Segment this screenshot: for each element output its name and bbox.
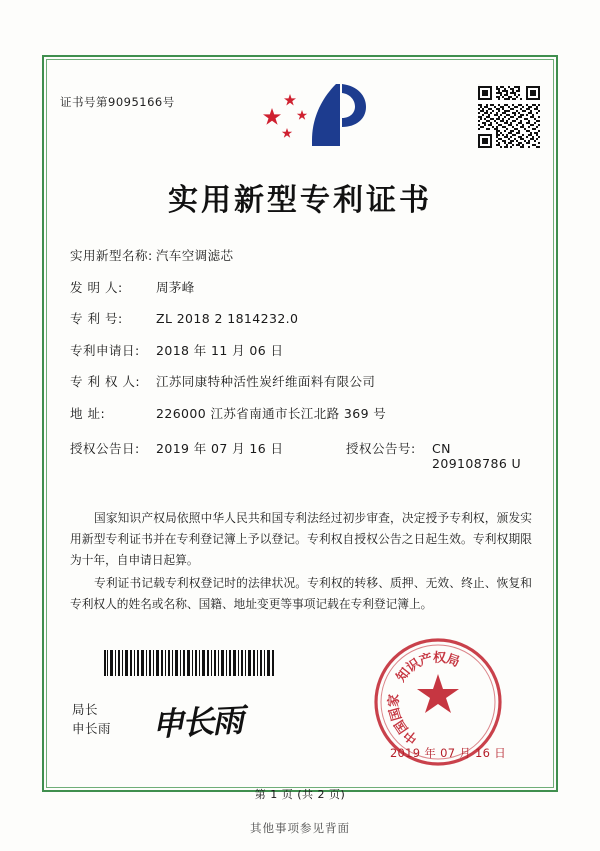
certificate-header (60, 80, 540, 170)
signer-block (72, 700, 111, 738)
field-row (70, 372, 530, 390)
handwritten-signature: 申长雨 (150, 700, 243, 744)
svg-text:权: 权 (432, 650, 447, 667)
field-value-address: 226000 江苏省南通市长江北路 369 号 (156, 405, 387, 421)
field-label-application-date: 专利申请日: (70, 342, 140, 358)
field-label-patent-no: 专 利 号: (70, 311, 123, 326)
field-row (70, 246, 530, 264)
svg-text:家: 家 (386, 693, 403, 708)
svg-text:国: 国 (392, 716, 412, 736)
page-title: 实用新型专利证书 (168, 183, 432, 218)
signer-title: 局长 (72, 702, 99, 717)
patent-fields (70, 246, 530, 484)
cnipa-logo-icon (250, 80, 370, 158)
footnote: 其他事项参见背面 (250, 821, 350, 835)
svg-text:知: 知 (393, 665, 414, 685)
field-value-grant-date: 2019 年 07 月 16 日 (156, 440, 284, 456)
legal-paragraph-2: 专利证书记载专利权登记时的法律状况。专利权的转移、质押、无效、终止、恢复和专利权人的姓名或名称、国籍、地址变更等事项记载在专利登记簿上。 (70, 576, 532, 611)
svg-text:产: 产 (417, 651, 435, 670)
field-row (70, 309, 530, 327)
legal-paragraph-1: 国家知识产权局依照中华人民共和国专利法经过初步审查，决定授予专利权，颁发实用新型专利证书并在专利登记簿上予以登记。专利权自授权公告之日起生效。专利权期限为十年，自申请日起算。 (70, 511, 532, 567)
svg-text:国: 国 (387, 705, 406, 723)
field-label-grant-no: 授权公告号: (346, 440, 416, 456)
field-value-name: 汽车空调滤芯 (156, 248, 234, 263)
svg-text:中: 中 (401, 726, 421, 747)
field-row-grant (70, 439, 530, 471)
svg-text:局: 局 (444, 651, 462, 671)
field-label-address: 地 址: (70, 405, 106, 421)
field-label-name: 实用新型名称: (70, 248, 153, 263)
field-value-patent-no: ZL 2018 2 1814232.0 (156, 311, 299, 326)
field-row (70, 404, 530, 422)
svg-text:识: 识 (404, 656, 424, 676)
seal-date: 2019 年 07 月 16 日 (389, 746, 507, 760)
field-label-patentee: 专 利 权 人: (70, 374, 141, 389)
barcode-icon (104, 650, 274, 676)
legal-body-text (70, 508, 532, 617)
field-value-inventor: 周茅峰 (156, 279, 195, 295)
qr-code-icon (478, 86, 540, 148)
field-value-patentee: 江苏同康特种活性炭纤维面料有限公司 (156, 374, 376, 389)
field-value-application-date: 2018 年 11 月 06 日 (156, 342, 284, 358)
field-row (70, 278, 530, 296)
field-label-inventor: 发 明 人: (70, 279, 123, 295)
field-value-grant-no: CN 209108786 U (432, 440, 522, 471)
certificate-number: 证书号第9095166号 (60, 95, 175, 109)
signer-name: 申长雨 (72, 721, 112, 736)
page-indicator: 第 1 页 (共 2 页) (254, 788, 346, 801)
field-row (70, 341, 530, 359)
field-label-grant-date: 授权公告日: (70, 440, 140, 456)
